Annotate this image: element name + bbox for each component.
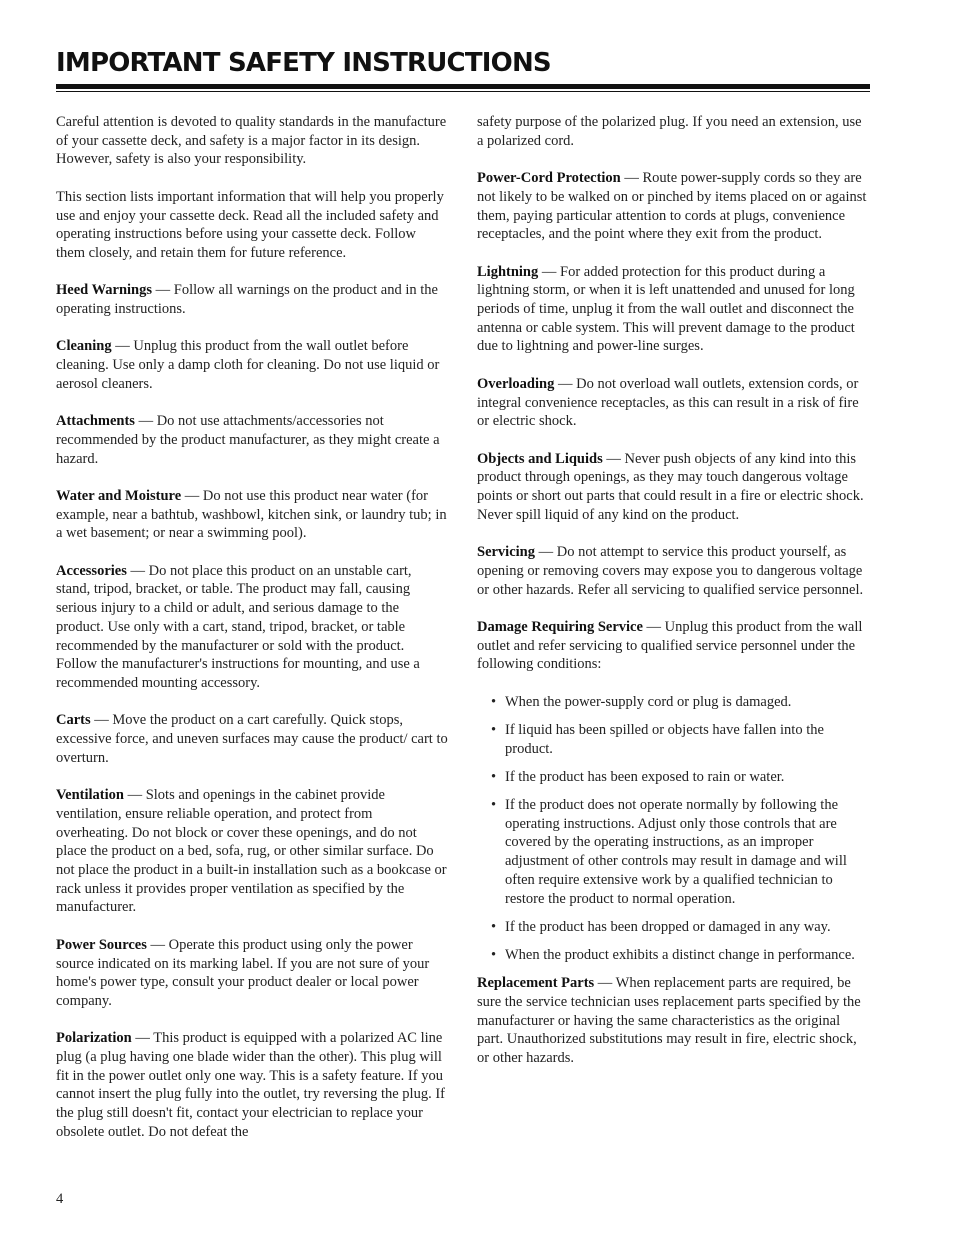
paragraph-polarization-cont: safety purpose of the polarized plug. If you need an extension, use a polarized cord. <box>477 114 862 149</box>
bullet-icon: • <box>491 768 497 785</box>
section-heading: Power-Cord Protection <box>477 170 621 187</box>
paragraph-damage-service: Damage Requiring Service — Unplug this product from the wall outlet and refer servicing to qualified service personnel under the following conditions: <box>477 618 863 673</box>
list-item: • If liquid has been spilled or objects have fallen into the product. <box>491 721 824 757</box>
section-heading: Cleaning <box>56 338 112 355</box>
bullet-icon: • <box>491 946 497 963</box>
paragraph-lightning: Lightning — For added protection for this product during a lightning storm, or when it is left unattended and unused for long periods of time, unplug it from the wall outlet and disconnect the antenna or cable system. This will prevent damage to the product due to lightning and power-line surges. <box>477 263 855 355</box>
list-item: • When the power-supply cord or plug is damaged. <box>491 693 792 710</box>
section-heading: Attachments <box>56 413 135 430</box>
title-rule-thin <box>56 91 870 92</box>
paragraph-replacement-parts: Replacement Parts — When replacement parts are required, be sure the service technician uses replacement parts specified by the manufacturer or having the same characteristics as the original part. Unauthorized substitutions may result in fire, electric shock, or other hazards. <box>477 975 861 1066</box>
bullet-icon: • <box>491 721 497 738</box>
bullet-icon: • <box>491 797 497 813</box>
section-heading: Overloading <box>477 375 555 392</box>
section-heading: Water and Moisture <box>56 487 182 504</box>
list-item: • When the product exhibits a distinct change in performance. <box>491 946 855 963</box>
right-column <box>477 113 869 1086</box>
list-item: • If the product has been exposed to rain or water. <box>491 768 785 785</box>
bullet-icon: • <box>491 918 497 935</box>
title-rule-thick <box>56 84 870 89</box>
section-heading: Damage Requiring Service <box>477 618 643 635</box>
paragraph-cleaning: Cleaning — Unplug this product from the wall outlet before cleaning. Use only a damp cloth for cleaning. Do not use liquid or aerosol cleaners. <box>56 338 440 392</box>
section-heading: Objects and Liquids <box>477 450 603 467</box>
section-heading: Power Sources <box>56 936 147 953</box>
paragraph-water-moisture: Water and Moisture — Do not use this product near water (for example, near a bathtub, washbowl, kitchen sink, or laundry tub; in a wet basement; or near a swimming pool). <box>56 487 447 542</box>
paragraph-ventilation: Ventilation — Slots and openings in the cabinet provide ventilation, ensure reliable operation, and protect from overheating. Do not block or cover these openings, and do not place the product on a bed, sofa, rug, or other similar surface. Do not place the product in a built-in installation such as a bookcase or rack unless it provides proper ventilation as specified by the manufacturer. <box>56 787 447 916</box>
section-heading: Polarization <box>56 1030 132 1047</box>
paragraph-heed-warnings: Heed Warnings — Follow all warnings on the product and in the operating instructions. <box>56 282 438 317</box>
section-heading: Carts <box>56 712 91 729</box>
paragraph-polarization: Polarization — This product is equipped with a polarized AC line plug (a plug having one blade wider than the other). This plug will fit in the power outlet only one way. This is a safety feature. If you cannot insert the plug fully into the outlet, try reversing the plug. If the plug still doesn't fit, contact your electrician to replace your obsolete outlet. Do not defeat the <box>56 1030 445 1140</box>
paragraph-accessories: Accessories — Do not place this product on an unstable cart, stand, tripod, bracket, or table. The product may fall, causing serious injury to a child or adult, and serious damage to the product. Use only with a cart, stand, tripod, bracket, or table recommended by the manufacturer or sold with the product. Follow the manufacturer's instructions for mounting, and use a recommended mounting accessory. <box>56 562 420 691</box>
paragraph-power-sources: Power Sources — Operate this product using only the power source indicated on its marking label. If you are not sure of your home's power type, consult your product dealer or local power company. <box>56 936 430 1009</box>
paragraph-servicing: Servicing — Do not attempt to service this product yourself, as opening or removing covers may expose you to dangerous voltage or other hazards. Refer all servicing to qualified service personnel. <box>477 544 864 598</box>
damage-conditions-list <box>477 693 869 965</box>
paragraph-intro-1: Careful attention is devoted to quality standards in the manufacture of your cassette deck, and safety is a major factor in its design. However, safety is also your responsibility. <box>56 114 447 168</box>
paragraph-objects-liquids: Objects and Liquids — Never push objects of any kind into this product through openings, as they may touch dangerous voltage points or short out parts that could result in a fire or electric shock. Never spill liquid of any kind on the product. <box>477 450 864 523</box>
paragraph-overloading: Overloading — Do not overload wall outlets, extension cords, or integral convenience receptacles, as this can result in a risk of fire or electric shock. <box>477 375 859 430</box>
paragraph-power-cord: Power-Cord Protection — Route power-supply cords so they are not likely to be walked on or pinched by items placed on or against them, paying particular attention to cords at plugs, convenience receptacles, and the point where they exit from the product. <box>477 170 867 243</box>
list-item: • If the product has been dropped or damaged in any way. <box>491 918 831 935</box>
left-column <box>56 113 448 1160</box>
section-heading: Servicing <box>477 544 535 561</box>
section-heading: Heed Warnings <box>56 282 153 299</box>
section-heading: Ventilation <box>56 787 124 804</box>
section-heading: Lightning <box>477 263 539 280</box>
list-item: • If the product does not operate normally by following the operating instructions. Adjust only those controls that are covered by the operating instructions, as an improper adjustment of other controls may result in damage and will often require extensive work by a qualified technician to restore the product to normal operation. <box>491 797 847 907</box>
bullet-icon: • <box>491 693 497 710</box>
section-heading: Replacement Parts <box>477 975 595 992</box>
paragraph-intro-2: This section lists important information that will help you properly use and enjoy your cassette deck. Read all the included safety and operating instructions before using your cassette deck. Follow them closely, and retain them for future reference. <box>56 188 444 261</box>
page-number: 4 <box>56 1191 64 1207</box>
paragraph-carts: Carts — Move the product on a cart carefully. Quick stops, excessive force, and uneven surfaces may cause the product/ cart to overturn. <box>56 712 448 766</box>
section-heading: Accessories <box>56 562 127 579</box>
page-title: IMPORTANT SAFETY INSTRUCTIONS <box>56 48 551 78</box>
paragraph-attachments: Attachments — Do not use attachments/accessories not recommended by the product manufacturer, as they might create a hazard. <box>56 413 440 467</box>
